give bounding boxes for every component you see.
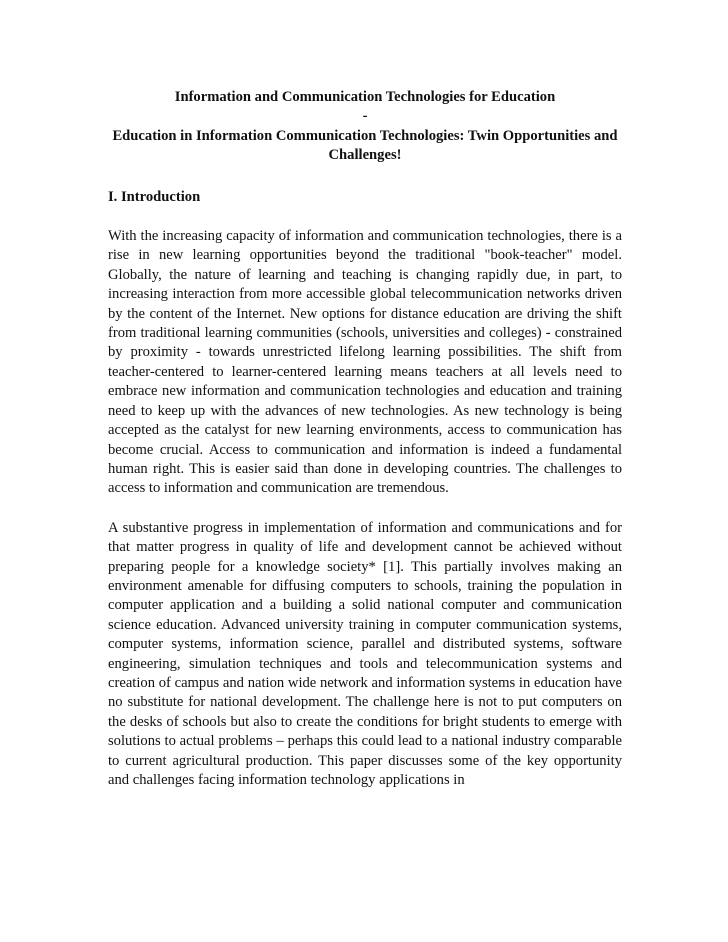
- paragraph-2: A substantive progress in implementation of information and communications and for that matter progress in quality of life and development cannot be achieved without preparing people for a knowledge society* [1]. This partially involves making an environment amenable for diffusing computers to schools, training the population in computer application and a building a solid national computer and communication science education. Advanced university training in computer communication systems, computer systems, information science, parallel and distributed systems, software engineering, simulation techniques and tools and telecommunication systems and creation of campus and nation wide network and information systems in education have no substitute for national development. The challenge here is not to put computers on the desks of schools but also to create the conditions for bright students to emerge with solutions to actual problems – perhaps this could lead to a national industry comparable to current agricultural production. This paper discusses some of the key opportunity and challenges facing information technology applications in: [108, 519, 622, 788]
- document-page: [108, 88, 622, 790]
- title-line-2: Education in Information Communication Technologies: Twin Opportunities and Challenges!: [112, 127, 618, 164]
- title-separator: -: [362, 108, 368, 125]
- paragraph-1: With the increasing capacity of information and communication technologies, there is a rise in new learning opportunities beyond the traditional "book-teacher" model. Globally, the nature of learning and teaching is changing rapidly due, in part, to increasing interaction from more accessible global telecommunication networks driven by the content of the Internet. New options for distance education are driving the shift from traditional learning communities (schools, universities and colleges) - constrained by proximity - towards unrestricted lifelong learning possibilities. The shift from teacher-centered to learner-centered learning means teachers at all levels need to embrace new information and communication technologies and education and training need to keep up with the advances of new technologies. As new technology is being accepted as the catalyst for new learning environments, access to communication has become crucial. Access to communication and information is indeed a fundamental human right. This is easier said than done in developing countries. The challenges to access to information and communication are tremendous.: [108, 228, 622, 497]
- section-heading-introduction: I. Introduction: [108, 188, 201, 205]
- document-title: [108, 88, 622, 166]
- title-line-1: Information and Communication Technologies for Education: [174, 89, 556, 105]
